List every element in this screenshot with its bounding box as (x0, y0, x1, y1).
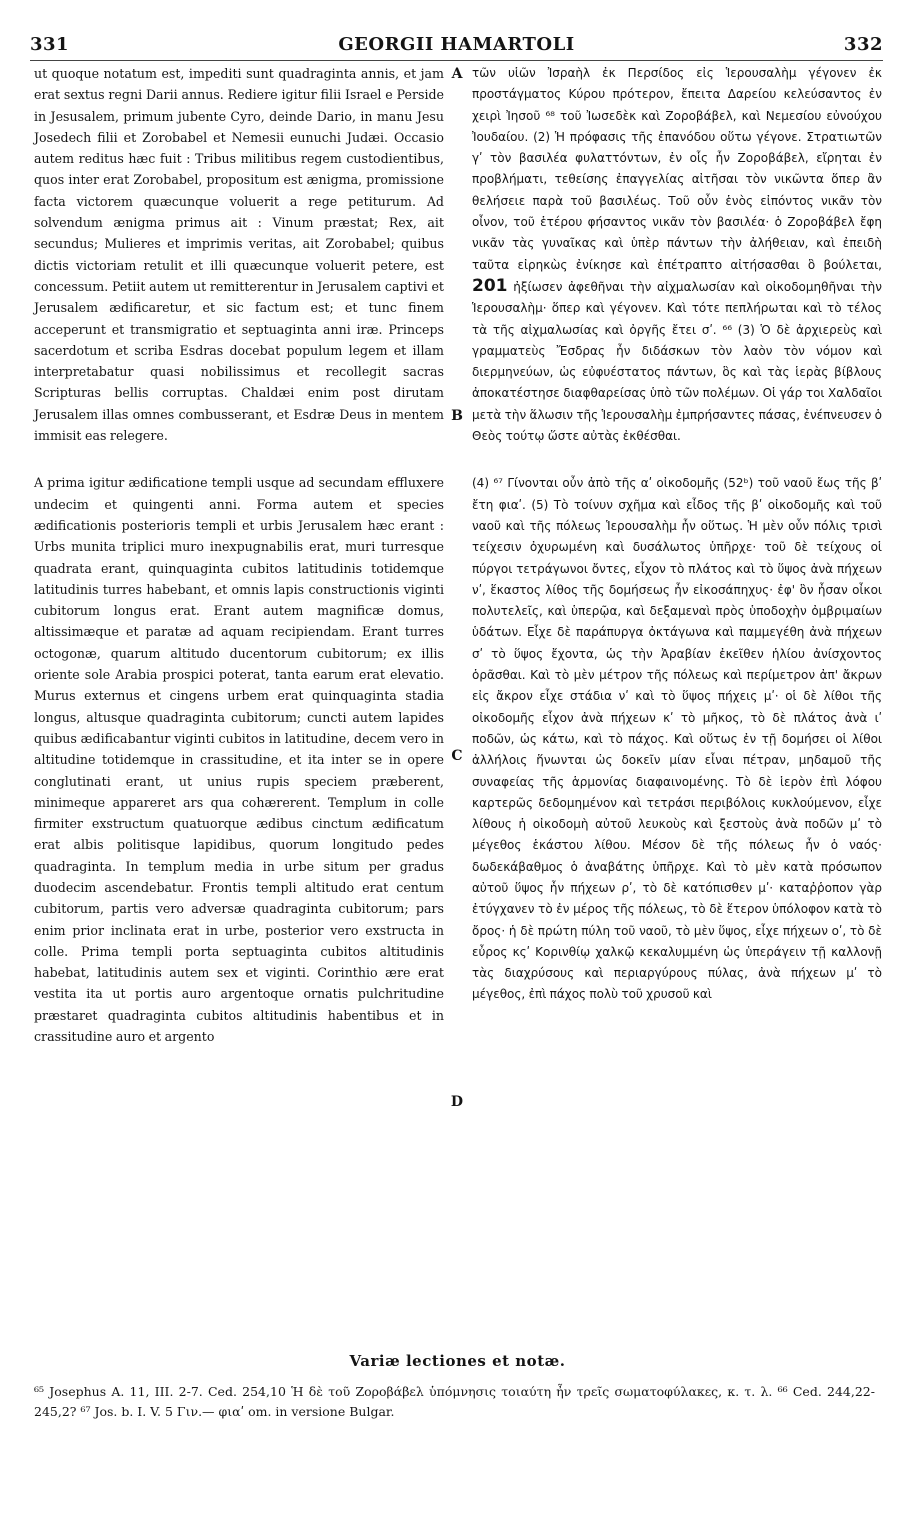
margin-letter-d: D (450, 1094, 464, 1110)
margin-letter-c: C (451, 748, 463, 764)
header-rule (30, 60, 883, 61)
greek-paragraph-1b: ἠξίωσεν ἀφεθῆναι τὴν αἰχμαλωσίαν καὶ οἰκοδομηθῆναι τὴν Ἱερουσαλὴμ· ὅπερ καὶ γέγονεν. Καὶ τότε πεπλήρωται καὶ τὸ τέλος τὰ τῆς αἰχμαλωσίας καὶ ὀργῆς ἔτει σʹ. ⁶⁶ (3) Ὁ δὲ ἀρχιερεὺς καὶ γραμματεὺς Ἔσδρας ἦν διδάσκων τὸν λαὸν τὸν νόμον καὶ διερμηνεύων, ὡς εὐφυέστατος πάντων, ὃς καὶ τὰς ἱερὰς βίβλους ἀποκατέστησε διαφθαρείσας ὑπὸ τῶν πολέμων. Οἱ γάρ τοι Χαλδαῖοι μετὰ τὴν ἅλωσιν τῆς Ἱερουσαλὴμ ἐμπρήσαντες πάσας, ἐνέπνευσεν ὁ Θεὸς τούτῳ ὥστε αὐτὰς ἐκθέσθαι. (472, 279, 882, 444)
page-number-left: 331 (30, 34, 70, 55)
greek-paragraph-1 (472, 63, 882, 447)
latin-paragraph-1: ut quoque notatum est, impediti sunt quadraginta annis, et jam erat sextus regni Darii annus. Rediere igitur filii Israel e Perside in Jesusalem, primum jubente Cyro, deinde Dario, in manu Jesu Josedech filii et Zorobabel et Nemesii eunuchi Judæi. Occasio autem reditus hæc fuit : Tribus militibus regem custodientibus, quos inter erat Zorobabel, propositum est ænigma, promissione facta victorem quæcunque voluerit a rege petiturum. Ad solvendum ænigma primus ait : Vinum præstat; Rex, ait secundus; Mulieres et imprimis veritas, ait Zorobabel; quibus dictis victoriam retulit et illi quæcunque voluerit petere, est concessum. Petiit autem ut remitterentur in Jerusalem captivi et Jerusalem ædificaretur, et sic factum est; et tunc finem acceperunt et transmigratio et septuaginta anni iræ. Princeps sacerdotum et scriba Esdras docebat populum legem et illam interpretabatur quasi nobilissimus et recollegit sacras Scripturas bellis corruptas. Chaldæi enim post dirutam Jerusalem illas omnes combusserant, et Esdræ Deus in mentem immisit eas relegere. (34, 66, 444, 444)
running-header (30, 34, 883, 60)
margin-letter-a: A (451, 66, 463, 82)
page-number-right: 332 (843, 34, 883, 55)
greek-paragraph-2: (4) ⁶⁷ Γίνονται οὖν ἀπὸ τῆς αʹ οἰκοδομῆς (52ᵇ) τοῦ ναοῦ ἕως τῆς βʹ ἔτη φιαʹ. (5) Τὸ τοίνυν σχῆμα καὶ εἶδος τῆς βʹ οἰκοδομῆς καὶ τοῦ ναοῦ καὶ τῆς πόλεως Ἱερουσαλὴμ ἦν οὕτως. Ἡ μὲν οὖν πόλις τρισὶ τείχεσιν ὀχυρωμένη καὶ δυσάλωτος ὑπῆρχε· τοῦ δὲ τείχους οἱ πύργοι τετράγωνοι ὄντες, εἶχον τὸ πλάτος καὶ τὸ ὕψος ἀνὰ πήχεων νʹ, ἕκαστος λίθος τῆς δομήσεως ἦν εἰκοσάπηχυς· ἐφ' ὃν ἦσαν οἶκοι πολυτελεῖς, καὶ ὑπερῷα, καὶ δεξαμεναὶ πρὸς ὑποδοχὴν ὀμβριμαίων ὑδάτων. Εἶχε δὲ παράπυργα ὀκτάγωνα καὶ παμμεγέθη ἀνὰ πήχεων σʹ τὸ ὕψος ἔχοντα, ὡς τὴν Ἀραβίαν ἐκεῖθεν ἡλίου ἀνίσχοντος ὁρᾶσθαι. Καὶ τὸ μὲν μέτρον τῆς πόλεως καὶ περίμετρον ἀπ' ἄκρων εἰς ἄκρον εἶχε στάδια νʹ καὶ τὸ ὕψος πήχεις μʹ· οἱ δὲ λίθοι τῆς οἰκοδομῆς εἶχον ἀνὰ πήχεων κʹ τὸ μῆκος, τὸ δὲ πλάτος ἀνὰ ιʹ ποδῶν, ὡς κάτω, καὶ τὸ πάχος. Καὶ οὕτως ἐν τῇ δομήσει οἱ λίθοι ἀλλήλοις ἥνωνται ὡς δοκεῖν μίαν εἶναι πέτραν, μηδαμοῦ τῆς συναφείας τῆς ἁρμονίας διαφαινομένης. Τὸ δὲ ἱερὸν ἐπὶ λόφου καρτερῶς δεδομημένον καὶ τετράσι περιβόλοις κυκλούμενον, εἶχε λίθους ἡ οἰκοδομὴ αὐτοῦ λευκοὺς καὶ ξεστοὺς ἀνὰ ποδῶν μʹ τὸ μέγεθος ἑκάστου λίθου. Μέσον δὲ τῆς πόλεως ἦν ὁ ναός· δωδεκάβαθμος ὁ ἀναβάτης ὑπῆρχε. Καὶ τὸ μὲν κατὰ πρόσωπον αὐτοῦ ὕψος ἦν πήχεων ρʹ, τὸ δὲ κατόπισθεν μʹ· καταῤῥοπον γὰρ ἐτύγχανεν τὸ ἐν μέρος τῆς πόλεως, τὸ δὲ ἕτερον ὑπόλοφον κατὰ τὸ ὄρος· ἡ δὲ πρώτη πύλη τοῦ ναοῦ, τὸ μὲν ὕψος, εἶχε πήχεων οʹ, τὸ δὲ εὖρος κςʹ Κορινθίῳ χαλκῷ κεκαλυμμένη ὡς ὑπεράγειν τῇ καλλονῇ τὰς διαχρύσους καὶ περιαργύρους πύλας, ἀνὰ πήχεων μʹ τὸ μέγεθος, ἐπὶ πάχος πολὺ τοῦ χρυσοῦ καὶ (472, 476, 882, 1002)
page-marker: 201 (472, 275, 508, 296)
latin-paragraph-2: A prima igitur ædificatione templi usque ad secundam effluxere undecim et quingenti anni. Forma autem et species ædificationis posterioris templi et urbis Jerusalem hæc erant : Urbs munita triplici muro inexpugnabilis erat, muri turresque quadrata erant, quinquaginta cubitos latitudinis totidemque latitudinis turres habebant, et omnis lapis constructionis viginti cubitorum longus erat. Erant autem magnificæ domus, altissimæque et paratæ ad aquam recipiendam. Erant turres octogonæ, quarum altitudo ducentorum cubitorum; ex illis oriente sole Arabia prospici poterat, tanta earum erat elevatio. Murus externus et cingens urbem erat quinquaginta stadia longus, altusque quadraginta cubitorum; cuncti autem lapides quibus ædificabantur viginti cubitos in latitudine, decem vero in altitudine totidemque in crassitudine, et ita inter se in opere conglutinati erant, ut unius rupis speciem præberent, minimeque appareret ars qua cohærerent. Templum in colle firmiter exstructum quatuorque ædibus cinctum ædificatum erat albis politisque lapidibus, quorum longitudo pedes quadraginta. In templum media in urbe situm per gradus duodecim ascendebatur. Frontis templi altitudo erat centum cubitorum, partis vero adversæ quadraginta cubitorum; pars enim prior inclinata erat in urbe, posterior vero exstructa in colle. Prima templi porta septuaginta cubitos altitudinis habebat, latitudinis autem sex et viginti. Corinthio ære erat vestita ita ut portis auro argentoque ornatis pulchritudine præstaret quadraginta cubitos altitudinis habentibus et in crassitudine auro et argento (34, 475, 444, 1045)
greek-paragraph-1a: τῶν υἱῶν Ἰσραὴλ ἐκ Περσίδος εἰς Ἱερουσαλὴμ γέγονεν ἐκ προστάγματος Κύρου πρότερον, ἔπειτα Δαρείου κελεύσαντος ἐν χειρὶ Ἰησοῦ ⁶⁸ τοῦ Ἰωσεδὲκ καὶ Ζοροβάβελ, καὶ Νεμεσίου εὐνούχου Ἰουδαίου. (2) Ἡ πρόφασις τῆς ἐπανόδου οὕτω γέγονε. Στρατιωτῶν γʹ τὸν βασιλέα φυλαττόντων, ἐν οἷς ἦν Ζοροβάβελ, εἴρηται ἐν προβλήματι, τεθείσης ἐπαγγελίας αἰτῆσαι τὸν νικῶντα ὅπερ ἂν θελήσειε παρὰ τοῦ βασιλέως. Τοῦ οὖν ἑνὸς εἰπόντος νικᾶν τὸν οἶνον, τοῦ ἑτέρου φήσαντος νικᾶν τὸν βασιλέα· ὁ Ζοροβάβελ ἔφη νικᾶν τὰς γυναῖκας καὶ ὑπὲρ πάντων τὴν ἀλήθειαν, καὶ ἐπειδὴ ταῦτα εἰρηκὼς ἐνίκησε καὶ ἐπέτραπτο αἰτήσασθαι ὃ βούλεται, (472, 66, 882, 272)
running-title: GEORGII HAMARTOLI (338, 34, 575, 55)
margin-letter-b: B (451, 408, 463, 424)
footnotes: ⁶⁵ Josephus A. 11, III. 2-7. Ced. 254,10 Ἡ δὲ τοῦ Ζοροβάβελ ὑπόμνησις τοιαύτη ἦν τρεῖς σωματοφύλακες, κ. τ. λ. ⁶⁶ Ced. 244,22-245,2? ⁶⁷ Jos. b. I. V. 5 Γιν.— φιαʹ om. in versione Bulgar. (34, 1384, 875, 1419)
greek-column (472, 63, 882, 1006)
latin-column (34, 63, 444, 1047)
notes-title: Variæ lectiones et notæ. (349, 1352, 566, 1370)
